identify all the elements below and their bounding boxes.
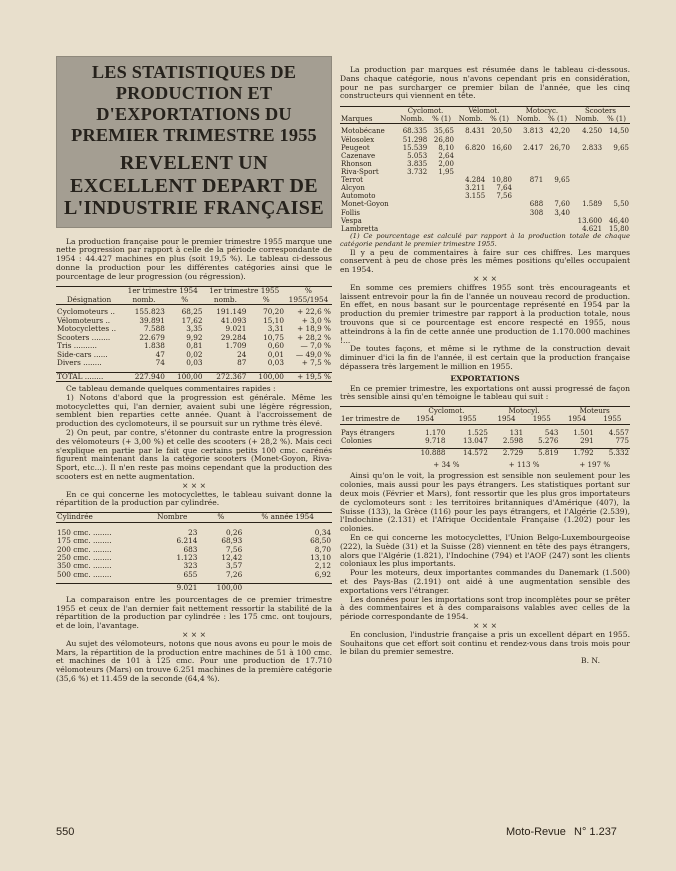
cell: [396, 209, 428, 217]
cell: 1,95: [438, 167, 454, 176]
cell: [603, 160, 630, 168]
cell: 68.335: [402, 127, 428, 136]
pct-moto: + 113 %: [508, 460, 540, 470]
cell: Riva-Sport: [341, 167, 379, 176]
cell: [544, 217, 571, 225]
cell: 3,31: [267, 324, 284, 334]
cell: TOTAL ........: [57, 371, 104, 381]
cell: [428, 176, 455, 184]
cell: 683: [183, 544, 198, 554]
cell: [486, 136, 513, 144]
cell: 0,02: [186, 349, 203, 359]
table-total-row: [340, 449, 630, 458]
journal-name: Moto-Revue: [506, 826, 566, 838]
cell: 9,92: [186, 332, 203, 342]
cell: 6,92: [314, 569, 331, 579]
cell: [513, 192, 544, 200]
cell: 500 cmc. ........: [57, 569, 112, 579]
t4-group-engines: Moteurs: [579, 406, 610, 416]
cell: Vespa: [341, 216, 362, 225]
t1-header-designation: Désignation: [66, 294, 112, 304]
t3-header-nomb: Nomb.: [575, 115, 599, 124]
paragraph: La comparaison entre les pourcentages de ce premier trimestre 1955 et ceux de l'an dernier fait nettement ressortir la stabilité de la répartition de la production par cylindrée : les 175 cmc. ont toujours, et de loin, l'avantage.: [56, 594, 332, 631]
cell: 29.284: [220, 332, 247, 342]
paragraph: 2) On peut, par contre, s'étonner du contraste entre la progression des vélomoteurs (+ 3,00 %) et celle des scooters (+ 28,2 %). Mais ceci s'explique en partie par le fait que certains petits 100 cmc. carénés figurent maintenant dans la catégorie scooters (Monet-Goyon, Riva-Sport, etc...). Il n'en reste pas moins cependant que la production des scooters est en nette augmentation.: [56, 428, 332, 481]
cell: Side-cars ......: [57, 349, 108, 359]
cell: [571, 136, 603, 144]
cell: 68,50: [310, 536, 331, 546]
cell: 0,03: [186, 358, 203, 368]
cell: 15,10: [263, 315, 284, 325]
cell: 0,81: [186, 341, 203, 351]
table-row: [340, 217, 630, 225]
cell: [396, 192, 428, 200]
cell: 227.940: [134, 371, 165, 381]
cell: 2.729: [502, 448, 524, 457]
t1-header-nomb: nomb.: [132, 294, 156, 304]
cell: 100,00: [176, 371, 203, 381]
cell: 8,10: [438, 143, 454, 152]
cell: [603, 192, 630, 200]
cell: Vélosolex: [341, 135, 375, 144]
cell: 24: [237, 349, 247, 359]
cell: 7,56: [496, 192, 512, 201]
paragraph: Les données pour les importations sont trop incomplètes pour se prêter à des commentaires et à des comparaisons valables avec celles de la période correspondante de 1954.: [340, 594, 630, 622]
cell: 1.589: [582, 200, 603, 209]
cell: 131: [509, 427, 524, 437]
paragraph: En ce qui concerne les motocyclettes, l'Union Belgo-Luxembourgeoise (222), la Suède (31) et la Suisse (28) viennent en tête des pays étrangers, alors que l'Algérie (1.821), l'Indochine (794) et l'AOF (247) sont les clients coloniaux les plus importants.: [340, 533, 630, 569]
cell: 191.149: [216, 307, 247, 317]
cell: 20,50: [491, 127, 512, 136]
cell: 2,12: [314, 561, 331, 571]
cell: + 22,6 %: [297, 307, 331, 317]
cell: 26,70: [549, 143, 570, 152]
cell: 47: [155, 349, 165, 359]
cell: 14,50: [608, 127, 629, 136]
cell: 42,20: [549, 127, 570, 136]
t3-header-nomb: Nomb.: [400, 115, 424, 124]
cell: [455, 152, 486, 160]
right-column: [340, 66, 630, 666]
left-column: [56, 56, 332, 684]
cell: [396, 176, 428, 184]
cell: + 18,9 %: [297, 324, 331, 334]
cell: Monet-Goyon: [341, 200, 389, 209]
table-row: [340, 152, 630, 160]
cell: [455, 160, 486, 168]
cell: 9.718: [425, 435, 446, 445]
cell: [571, 184, 603, 192]
cell: 2,64: [438, 151, 454, 160]
cell: [486, 152, 513, 160]
cell: [544, 160, 571, 168]
cell: 87: [237, 358, 247, 368]
cell: 543: [544, 427, 559, 437]
separator: × × ×: [473, 620, 497, 630]
cell: 3,57: [225, 561, 243, 571]
cell: Tris ..........: [57, 341, 97, 351]
cell: 3.835: [407, 159, 428, 168]
cell: 1.525: [467, 427, 488, 437]
table-row: [56, 359, 332, 367]
cell: 1.709: [225, 341, 247, 351]
paragraph: 1) Notons d'abord que la progression est générale. Même les motocyclettes qui, l'an dernier, avaient subi une légère régression, semblent bien reparties cette année. Quant à l'accroissement de production des cyclomoteurs, il se poursuit sur un rythme très élevé.: [56, 392, 332, 429]
cell: Terrot: [341, 176, 363, 185]
cell: 100,00: [216, 583, 243, 593]
cell: 17,62: [181, 315, 203, 325]
cell: 13.600: [577, 216, 603, 225]
cell: [455, 209, 486, 217]
cell: [396, 217, 428, 225]
cell: 3,40: [554, 208, 570, 217]
title-box: [56, 56, 332, 228]
cell: Colonies: [341, 435, 372, 445]
cell: 3.813: [523, 127, 544, 136]
t3-group-velo: Vélomot.: [468, 107, 500, 116]
cell: 14.572: [463, 448, 488, 457]
page-number: 550: [56, 826, 75, 838]
t2-header-number: Nombre: [157, 512, 188, 522]
table-row: [340, 144, 630, 152]
cell: [571, 152, 603, 160]
t3-group-scooters: Scooters: [584, 107, 616, 116]
cell: [486, 209, 513, 217]
cell: + 7,5 %: [301, 358, 331, 368]
cell: Motobécane: [341, 127, 385, 136]
cell: Lambretta: [341, 224, 379, 233]
cell: 68,93: [221, 536, 243, 546]
cell: 10,75: [263, 332, 284, 342]
table-row: [340, 127, 630, 135]
cell: 0,03: [267, 358, 284, 368]
cell: 0,01: [267, 349, 284, 359]
paragraph: Au sujet des vélomoteurs, notons que nous avons eu pour le mois de Mars, la répartition de la production entre machines de 51 à 100 cmc. et machines de 101 à 125 cmc. Pour une production de 17.710 vélomoteurs (Mars) on trouve 6.251 machines de la première catégorie (35,6 %) et 11.459 de la seconde (64,4 %).: [56, 638, 332, 683]
cell: — 7,0 %: [300, 341, 331, 351]
cell: 0,26: [225, 527, 243, 537]
table-row: [340, 168, 630, 176]
table-total-row: [56, 372, 332, 381]
table-row: [340, 200, 630, 208]
cell: 7,26: [225, 569, 243, 579]
cell: 22.679: [139, 332, 165, 342]
paragraph: Il y a peu de commentaires à faire sur ces chiffres. Les marques conservent à peu de chose près les mêmes positions qu'elles occupaient en 1954.: [340, 247, 630, 275]
article-title: LES STATISTIQUES DE PRODUCTION ET D'EXPORTATIONS DU PREMIER TRIMESTRE 1955: [71, 62, 317, 145]
cell: [455, 200, 486, 208]
cell: 1.123: [176, 552, 198, 562]
cell: [428, 184, 455, 192]
cell: [513, 168, 544, 176]
cell: 0,34: [314, 527, 331, 537]
table-row: [340, 437, 630, 445]
cell: 308: [529, 208, 544, 217]
cell: [513, 184, 544, 192]
t3-header-pct: % (1): [490, 115, 509, 124]
cell: [455, 168, 486, 176]
cell: [571, 192, 603, 200]
cell: [571, 176, 603, 184]
t1-header-1955: 1er trimestre 1955: [209, 286, 280, 296]
paragraph: En somme ces premiers chiffres 1955 sont très encourageants et laissent entrevoir pour la fin de l'année un nouveau record de production. En effet, en nous basant sur le pourcentage représenté en 1954 par la production du premier trimestre par rapport à la production totale, nous trouvons que si ce pourcentage est encore respecté en 1955, nous atteindrons à la fin de cette année une production de 1.170.000 machines !...: [340, 282, 630, 345]
cell: 1.792: [573, 448, 594, 457]
cell: Alcyon: [341, 184, 365, 193]
cell: Divers ........: [57, 358, 102, 368]
cell: 1.501: [573, 427, 594, 437]
cell: 7,60: [554, 200, 570, 209]
cell: 16,60: [491, 143, 512, 152]
table-total-row: [56, 584, 332, 593]
cell: 46,40: [608, 216, 629, 225]
cell: 5.276: [538, 435, 559, 445]
cell: [428, 192, 455, 200]
cell: 13,10: [310, 552, 331, 562]
cell: [571, 209, 603, 217]
cell: [603, 152, 630, 160]
cell: [544, 152, 571, 160]
t3-header-pct: % (1): [432, 115, 451, 124]
article-subtitle: REVELENT UN EXCELLENT DEPART DE L'INDUSTRIE FRANÇAISE: [63, 152, 325, 219]
cell: [396, 200, 428, 208]
cell: 3,35: [186, 324, 203, 334]
cell: + 3,0 %: [301, 315, 331, 325]
cell: 272.367: [216, 371, 247, 381]
cell: 350 cmc. ........: [57, 561, 112, 571]
cell: [428, 200, 455, 208]
cell: [603, 168, 630, 176]
cell: + 28,2 %: [297, 332, 331, 342]
cell: 10.888: [420, 448, 446, 457]
cell: [513, 217, 544, 225]
cell: 5,50: [613, 200, 629, 209]
cell: 9.021: [225, 324, 247, 334]
cell: Scooters ........: [57, 332, 111, 342]
t1-header-pct: %: [305, 286, 312, 296]
paragraph: En ce qui concerne les motocyclettes, le tableau suivant donne la répartition de la production par cylindrée.: [56, 489, 332, 508]
t3-header-pct: % (1): [607, 115, 626, 124]
cell: 23: [188, 527, 198, 537]
cell: 6.214: [176, 536, 198, 546]
cell: 8.431: [465, 127, 486, 136]
cell: [513, 152, 544, 160]
cell: [455, 217, 486, 225]
cell: 655: [183, 569, 198, 579]
cell: [571, 168, 603, 176]
intro-paragraph: La production française pour le premier trimestre 1955 marque une nette progression par rapport à celle de la période correspondante de 1954 : 44.427 machines en plus (soit 19,5 %). Le tableau ci-dessous donne la production pour les différentes catégories ainsi que le pourcentage de leur progression (ou régression).: [56, 236, 332, 281]
cell: 2,00: [438, 159, 454, 168]
paragraph: La production par marques est résumée dans le tableau ci-dessous. Dans chaque catégorie, nous n'avons cependant pris en considération, pour ne pas surcharger ce premier bilan de l'année, que les cinq constructeurs qui viennent en tête.: [340, 65, 630, 101]
t2-header-pct-1954: % année 1954: [261, 512, 314, 522]
table-row: [340, 160, 630, 168]
exports-heading: EXPORTATIONS: [450, 373, 520, 383]
t1-header-variation: 1955/1954: [288, 294, 329, 304]
production-table: [56, 286, 332, 382]
cell: 9,65: [554, 176, 570, 185]
cell: [513, 136, 544, 144]
cell: 155.823: [134, 307, 165, 317]
cell: 15.539: [402, 143, 428, 152]
cell: 0,60: [267, 341, 284, 351]
paragraph: En ce premier trimestre, les exportations ont aussi progressé de façon très sensible ainsi qu'en témoigne le tableau qui suit :: [340, 383, 630, 402]
cell: Cazenave: [341, 151, 376, 160]
cell: 5.332: [608, 448, 629, 457]
cell: 7,64: [496, 184, 512, 193]
cell: 2.417: [523, 143, 544, 152]
cell: 6.820: [465, 143, 486, 152]
cell: 70,20: [263, 307, 284, 317]
cell: 1.170: [425, 427, 446, 437]
cell: 291: [580, 435, 594, 445]
paragraph: De toutes façons, et même si le rythme de la construction devait diminuer d'ici la fin de l'année, il est certain que la production française dépassera très largement le million en 1955.: [340, 344, 630, 371]
cell: + 19,5 %: [297, 371, 331, 381]
cell: 8,70: [314, 544, 331, 554]
cell: 2.833: [582, 143, 603, 152]
cell: [603, 136, 630, 144]
cell: 51.298: [402, 135, 428, 144]
exports-table: [340, 406, 630, 469]
cell: 13.047: [463, 435, 488, 445]
cell: [486, 160, 513, 168]
pct-cyclo: + 34 %: [433, 460, 460, 470]
cell: Peugeot: [341, 143, 370, 152]
cell: 100,00: [258, 371, 284, 381]
cell: [428, 217, 455, 225]
table-row: [340, 192, 630, 200]
cell: 5.819: [538, 448, 559, 457]
cell: 250 cmc. ........: [57, 552, 112, 562]
cell: 200 cmc. ........: [57, 544, 112, 554]
paragraph: Ce tableau demande quelques commentaires rapides :: [66, 384, 276, 394]
cell: 3.155: [465, 192, 486, 201]
t3-header-brand: Marques: [341, 115, 373, 124]
cell: 15,80: [608, 224, 629, 233]
t3-group-moto: Motocyc.: [525, 107, 559, 116]
cell: 41.093: [220, 315, 247, 325]
cell: 26,80: [433, 135, 454, 144]
paragraph: En conclusion, l'industrie française a pris un excellent départ en 1955. Souhaitons que cet effort soit continu et rendez-vous dans trois mois pour le bilan du premier semestre.: [340, 629, 630, 657]
table-row: [340, 461, 630, 469]
cylinder-table: [56, 512, 332, 593]
cell: [486, 200, 513, 208]
cell: 12,42: [221, 552, 243, 562]
cell: 688: [529, 200, 544, 209]
t1-header-nomb: nomb.: [213, 294, 237, 304]
cell: [544, 184, 571, 192]
t1-header-1954: 1er trimestre 1954: [127, 286, 198, 296]
cell: 4.250: [582, 127, 603, 136]
cell: 5.053: [407, 151, 428, 160]
cell: 4.284: [465, 176, 486, 185]
cell: 4.621: [582, 224, 603, 233]
cell: [513, 160, 544, 168]
cell: 175 cmc. ........: [57, 536, 112, 546]
pct-engines: + 197 %: [579, 460, 611, 470]
t3-group-cyclo: Cyclomot.: [407, 107, 444, 116]
cell: [603, 209, 630, 217]
cell: Cyclomoteurs ..: [57, 307, 115, 317]
t4-header-year: 1954: [497, 414, 516, 424]
t3-header-nomb: Nomb.: [458, 115, 483, 124]
t4-header-year: 1955: [458, 414, 477, 424]
table-row: [56, 571, 332, 579]
t4-header-year: 1954: [568, 414, 587, 424]
table-row: [340, 176, 630, 184]
cell: [571, 160, 603, 168]
cell: 1.838: [144, 341, 165, 351]
cell: [603, 184, 630, 192]
cell: 323: [183, 561, 198, 571]
t3-header-pct: % (1): [548, 115, 567, 124]
table-footnote: (1) Ce pourcentage est calculé par rapport à la production totale de chaque catégorie pendant le premier trimestre 1955.: [340, 231, 630, 248]
cell: [428, 209, 455, 217]
t1-header-pct: %: [262, 294, 270, 304]
cell: 150 cmc. ........: [57, 527, 112, 537]
t4-header-period: 1er trimestre de: [341, 414, 400, 424]
cell: 68,25: [181, 307, 203, 317]
cell: Motocyclettes ..: [57, 324, 117, 334]
separator: × × ×: [182, 480, 206, 490]
cell: Rhonson: [341, 159, 372, 168]
t2-header-cylinder: Cylindrée: [57, 512, 93, 522]
table-row: [340, 184, 630, 192]
cell: 3.732: [407, 167, 428, 176]
cell: 10,80: [491, 176, 512, 185]
cell: [455, 136, 486, 144]
separator: × × ×: [473, 273, 497, 283]
cell: — 49,0 %: [295, 349, 331, 359]
cell: 775: [615, 435, 629, 445]
paragraph: Ainsi qu'on le voit, la progression est sensible non seulement pour les colonies, mais aussi pour les pays étrangers. Les statistiques portant sur deux mois (Février et Mars), font ressortir que les plus gros importateurs de cyclomoteurs sont : les territoires britanniques d'Amérique (407), la Suisse (133), la Grèce (116) pour les pays étrangers, et l'Algérie (2.539), l'Indochine (2.131) et l'Afrique Occidentale Française (1.202) pour les colonies.: [340, 471, 630, 534]
paragraph: Pour les moteurs, deux importantes commandes du Danemark (1.500) et des Pays-Bas (2.191) ont aidé à une augmentation sensible des exportations vers l'étranger.: [340, 568, 630, 595]
cell: 74: [155, 358, 165, 368]
signature: B. N.: [581, 656, 600, 666]
cell: 4.557: [608, 427, 629, 437]
cell: 2.598: [502, 435, 524, 445]
cell: [603, 176, 630, 184]
t3-header-nomb: Nomb.: [516, 115, 541, 124]
cell: Automoto: [341, 192, 376, 201]
t4-group-moto: Motocyl.: [508, 406, 540, 416]
brands-table: [340, 106, 630, 233]
cell: [396, 184, 428, 192]
cell: 7.588: [144, 324, 165, 334]
cell: Vélomoteurs ..: [57, 315, 111, 325]
table-row: [340, 209, 630, 217]
t2-header-pct: %: [217, 512, 225, 522]
cell: 7,56: [225, 544, 243, 554]
cell: 35,65: [433, 127, 454, 136]
t4-header-year: 1955: [532, 414, 551, 424]
issue-number: N° 1.237: [574, 826, 617, 838]
cell: 39.891: [139, 315, 165, 325]
cell: [486, 168, 513, 176]
cell: 3.211: [465, 184, 486, 193]
cell: Follis: [341, 208, 360, 217]
cell: 871: [529, 176, 544, 185]
cell: Pays étrangers: [341, 427, 395, 437]
cell: [544, 136, 571, 144]
cell: 9,65: [613, 143, 629, 152]
t1-header-pct: %: [181, 294, 189, 304]
cell: [544, 192, 571, 200]
t4-group-cyclo: Cyclomot.: [428, 406, 465, 416]
t4-header-year: 1954: [416, 414, 435, 424]
t4-header-year: 1955: [603, 414, 622, 424]
separator: × × ×: [182, 629, 206, 639]
cell: [544, 168, 571, 176]
cell: [486, 217, 513, 225]
cell: 9.021: [176, 583, 198, 593]
table-row: [340, 136, 630, 144]
